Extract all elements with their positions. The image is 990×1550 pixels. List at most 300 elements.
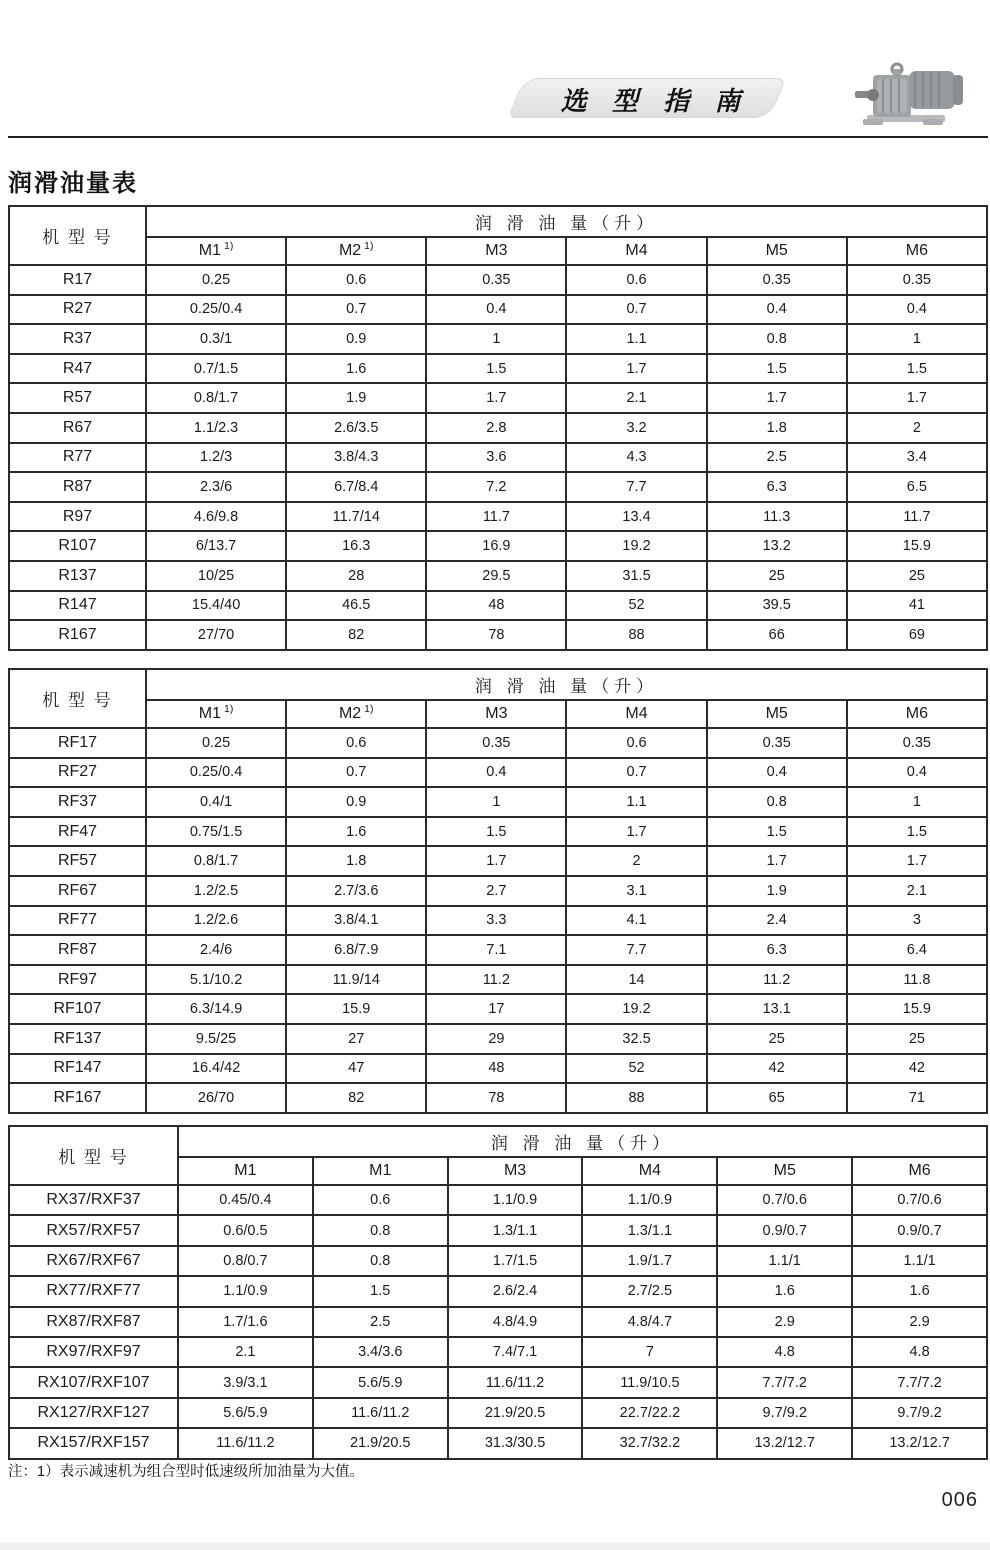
- oil-quantity-cell: 0.6: [566, 728, 706, 758]
- oil-quantity-cell: 4.1: [566, 906, 706, 936]
- oil-quantity-cell: 6.5: [847, 472, 987, 502]
- oil-quantity-cell: 78: [426, 620, 566, 650]
- table-row: [9, 787, 987, 817]
- oil-quantity-cell: 1.3/1.1: [582, 1215, 717, 1245]
- model-cell: R77: [9, 443, 146, 473]
- oil-quantity-cell: 6.3: [707, 935, 847, 965]
- oil-quantity-cell: 0.8: [313, 1246, 448, 1276]
- oil-quantity-cell: 6.7/8.4: [286, 472, 426, 502]
- oil-quantity-span-header: 润 滑 油 量（升）: [146, 206, 987, 237]
- table-row: [9, 383, 987, 413]
- oil-quantity-cell: 11.3: [707, 502, 847, 532]
- oil-quantity-cell: 0.9: [286, 787, 426, 817]
- oil-quantity-cell: 0.8/1.7: [146, 846, 286, 876]
- table-row: [9, 561, 987, 591]
- oil-quantity-cell: 0.8: [707, 324, 847, 354]
- oil-quantity-cell: 1.7: [566, 354, 706, 384]
- oil-quantity-cell: 2.9: [717, 1307, 852, 1337]
- oil-quantity-cell: 0.9: [286, 324, 426, 354]
- oil-quantity-cell: 2.1: [847, 876, 987, 906]
- oil-quantity-cell: 1.7: [847, 846, 987, 876]
- mounting-position-label: M4: [625, 242, 648, 259]
- table-row: [9, 728, 987, 758]
- oil-quantity-cell: 1.5: [426, 354, 566, 384]
- oil-quantity-cell: 1: [426, 787, 566, 817]
- model-cell: RX87/RXF87: [9, 1307, 178, 1337]
- table-row: [9, 1307, 987, 1337]
- oil-quantity-cell: 1.7/1.5: [448, 1246, 583, 1276]
- oil-quantity-cell: 47: [286, 1054, 426, 1084]
- oil-quantity-cell: 0.6: [286, 728, 426, 758]
- table-row: [9, 1024, 987, 1054]
- model-cell: RX127/RXF127: [9, 1398, 178, 1428]
- oil-quantity-cell: 1.1/1: [717, 1246, 852, 1276]
- model-cell: RX157/RXF157: [9, 1428, 178, 1458]
- table-row: [9, 994, 987, 1024]
- oil-quantity-cell: 0.8/0.7: [178, 1246, 313, 1276]
- oil-quantity-cell: 9.7/9.2: [852, 1398, 987, 1428]
- oil-quantity-cell: 7: [582, 1337, 717, 1367]
- oil-quantity-cell: 2: [566, 846, 706, 876]
- oil-quantity-cell: 1.7/1.6: [178, 1307, 313, 1337]
- table-rf-series: [8, 668, 988, 1114]
- model-cell: RF87: [9, 935, 146, 965]
- oil-quantity-cell: 11.7: [426, 502, 566, 532]
- oil-quantity-cell: 42: [847, 1054, 987, 1084]
- oil-quantity-cell: 32.5: [566, 1024, 706, 1054]
- oil-quantity-cell: 16.9: [426, 531, 566, 561]
- oil-quantity-cell: 11.6/11.2: [448, 1367, 583, 1397]
- oil-quantity-cell: 1.1/0.9: [448, 1185, 583, 1215]
- table-row: [9, 502, 987, 532]
- oil-quantity-cell: 0.35: [707, 265, 847, 295]
- oil-quantity-cell: 15.4/40: [146, 591, 286, 621]
- oil-quantity-cell: 3: [847, 906, 987, 936]
- model-column-header: 机 型 号: [9, 1126, 178, 1185]
- oil-quantity-cell: 1: [847, 324, 987, 354]
- oil-quantity-cell: 0.35: [847, 265, 987, 295]
- oil-quantity-cell: 13.4: [566, 502, 706, 532]
- gearmotor-image: [853, 55, 977, 133]
- oil-quantity-cell: 4.3: [566, 443, 706, 473]
- oil-quantity-cell: 13.1: [707, 994, 847, 1024]
- model-cell: RX67/RXF67: [9, 1246, 178, 1276]
- model-cell: RF97: [9, 965, 146, 995]
- oil-quantity-cell: 1.7: [426, 383, 566, 413]
- section-banner-title: 选 型 指 南: [560, 85, 750, 116]
- oil-quantity-span-header: 润 滑 油 量（升）: [178, 1126, 987, 1157]
- oil-quantity-cell: 4.8/4.7: [582, 1307, 717, 1337]
- table-row: [9, 1276, 987, 1306]
- model-cell: R57: [9, 383, 146, 413]
- model-cell: RX107/RXF107: [9, 1367, 178, 1397]
- oil-quantity-cell: 3.6: [426, 443, 566, 473]
- oil-quantity-cell: 0.35: [847, 728, 987, 758]
- table-row: [9, 935, 987, 965]
- oil-quantity-cell: 0.8/1.7: [146, 383, 286, 413]
- oil-quantity-cell: 26/70: [146, 1083, 286, 1113]
- model-cell: RF27: [9, 758, 146, 788]
- oil-quantity-cell: 1.1/0.9: [178, 1276, 313, 1306]
- oil-quantity-cell: 2.4: [707, 906, 847, 936]
- oil-quantity-cell: 2.7/3.6: [286, 876, 426, 906]
- oil-quantity-cell: 1.5: [426, 817, 566, 847]
- mounting-position-header: [146, 700, 286, 728]
- oil-quantity-cell: 14: [566, 965, 706, 995]
- oil-quantity-cell: 1.1: [566, 787, 706, 817]
- oil-quantity-cell: 0.7: [566, 758, 706, 788]
- oil-quantity-cell: 1.7: [847, 383, 987, 413]
- oil-quantity-cell: 1.3/1.1: [448, 1215, 583, 1245]
- model-cell: R27: [9, 295, 146, 325]
- table-row: [9, 1337, 987, 1367]
- mounting-position-header: [426, 700, 566, 728]
- footnote-marker: 1): [364, 239, 374, 252]
- oil-quantity-cell: 1.5: [313, 1276, 448, 1306]
- oil-quantity-cell: 0.8: [707, 787, 847, 817]
- table-row: [9, 1246, 987, 1276]
- oil-quantity-cell: 0.6: [286, 265, 426, 295]
- oil-quantity-cell: 1.5: [707, 354, 847, 384]
- oil-quantity-cell: 31.5: [566, 561, 706, 591]
- oil-quantity-cell: 13.2/12.7: [852, 1428, 987, 1458]
- oil-quantity-cell: 19.2: [566, 994, 706, 1024]
- oil-quantity-cell: 11.9/10.5: [582, 1367, 717, 1397]
- model-cell: RF77: [9, 906, 146, 936]
- oil-quantity-cell: 3.4/3.6: [313, 1337, 448, 1367]
- oil-quantity-cell: 22.7/22.2: [582, 1398, 717, 1428]
- oil-quantity-cell: 2.3/6: [146, 472, 286, 502]
- oil-quantity-cell: 1.6: [852, 1276, 987, 1306]
- oil-quantity-cell: 78: [426, 1083, 566, 1113]
- mounting-position-label: M2: [338, 242, 362, 259]
- model-cell: R167: [9, 620, 146, 650]
- oil-quantity-cell: 4.8/4.9: [448, 1307, 583, 1337]
- oil-quantity-cell: 11.8: [847, 965, 987, 995]
- oil-quantity-cell: 1.7: [566, 817, 706, 847]
- oil-quantity-cell: 15.9: [286, 994, 426, 1024]
- mounting-position-label: M3: [503, 1162, 527, 1179]
- oil-quantity-cell: 5.6/5.9: [313, 1367, 448, 1397]
- mounting-position-header: [852, 1157, 987, 1185]
- oil-quantity-cell: 1.2/2.6: [146, 906, 286, 936]
- oil-quantity-cell: 6.8/7.9: [286, 935, 426, 965]
- model-cell: R87: [9, 472, 146, 502]
- mounting-position-label: M1: [369, 1162, 392, 1179]
- mounting-position-label: M1: [198, 242, 222, 259]
- oil-quantity-cell: 0.7: [286, 758, 426, 788]
- table-row: [9, 1185, 987, 1215]
- model-cell: R137: [9, 561, 146, 591]
- oil-quantity-cell: 6/13.7: [146, 531, 286, 561]
- oil-quantity-cell: 0.7/1.5: [146, 354, 286, 384]
- oil-quantity-cell: 2: [847, 413, 987, 443]
- oil-quantity-cell: 2.5: [313, 1307, 448, 1337]
- oil-quantity-cell: 0.9/0.7: [852, 1215, 987, 1245]
- oil-quantity-cell: 0.4/1: [146, 787, 286, 817]
- oil-quantity-cell: 2.6/3.5: [286, 413, 426, 443]
- table-row: [9, 846, 987, 876]
- mounting-position-label: M6: [905, 242, 928, 259]
- oil-quantity-cell: 66: [707, 620, 847, 650]
- oil-quantity-cell: 0.4: [426, 295, 566, 325]
- mounting-position-label: M2: [338, 705, 362, 722]
- oil-quantity-cell: 1.9/1.7: [582, 1246, 717, 1276]
- table-row: [9, 1054, 987, 1084]
- footnote: 注：1）表示减速机为组合型时低速级所加油量为大值。: [8, 1464, 365, 1480]
- oil-quantity-cell: 16.3: [286, 531, 426, 561]
- oil-quantity-cell: 4.8: [852, 1337, 987, 1367]
- oil-quantity-cell: 10/25: [146, 561, 286, 591]
- oil-quantity-cell: 71: [847, 1083, 987, 1113]
- oil-quantity-cell: 1: [426, 324, 566, 354]
- oil-quantity-span-header: 润 滑 油 量（升）: [146, 669, 987, 700]
- footnote-marker: 1): [364, 702, 374, 715]
- oil-quantity-cell: 0.35: [707, 728, 847, 758]
- oil-quantity-cell: 41: [847, 591, 987, 621]
- oil-quantity-cell: 3.8/4.1: [286, 906, 426, 936]
- model-cell: R37: [9, 324, 146, 354]
- table-row: [9, 1215, 987, 1245]
- oil-quantity-cell: 0.4: [707, 758, 847, 788]
- table-row: [9, 817, 987, 847]
- oil-quantity-table: [8, 668, 988, 1114]
- oil-quantity-cell: 1.7: [707, 383, 847, 413]
- model-cell: RX77/RXF77: [9, 1276, 178, 1306]
- mounting-position-label: M3: [485, 705, 508, 722]
- oil-quantity-cell: 42: [707, 1054, 847, 1084]
- oil-quantity-cell: 7.7: [566, 472, 706, 502]
- oil-quantity-cell: 7.7: [566, 935, 706, 965]
- mounting-position-label: M6: [908, 1162, 931, 1179]
- table-row: [9, 620, 987, 650]
- oil-quantity-cell: 2.4/6: [146, 935, 286, 965]
- oil-quantity-cell: 25: [847, 1024, 987, 1054]
- oil-quantity-cell: 25: [707, 1024, 847, 1054]
- oil-quantity-cell: 0.7: [286, 295, 426, 325]
- mounting-position-header: [286, 700, 426, 728]
- oil-quantity-cell: 1.2/2.5: [146, 876, 286, 906]
- model-cell: RF67: [9, 876, 146, 906]
- oil-quantity-cell: 19.2: [566, 531, 706, 561]
- oil-quantity-cell: 46.5: [286, 591, 426, 621]
- mounting-position-header: [448, 1157, 583, 1185]
- mounting-position-header: [847, 237, 987, 265]
- oil-quantity-cell: 1.1/1: [852, 1246, 987, 1276]
- mounting-position-label: M1: [198, 705, 222, 722]
- oil-quantity-cell: 1.2/3: [146, 443, 286, 473]
- model-cell: RF57: [9, 846, 146, 876]
- oil-quantity-cell: 1.5: [847, 817, 987, 847]
- oil-quantity-cell: 1.1: [566, 324, 706, 354]
- oil-quantity-cell: 4.8: [717, 1337, 852, 1367]
- oil-quantity-cell: 1.7: [426, 846, 566, 876]
- oil-quantity-cell: 3.1: [566, 876, 706, 906]
- oil-quantity-cell: 27/70: [146, 620, 286, 650]
- oil-quantity-cell: 3.4: [847, 443, 987, 473]
- mounting-position-label: M5: [765, 242, 788, 259]
- table-row: [9, 443, 987, 473]
- mounting-position-label: M4: [638, 1162, 662, 1179]
- oil-quantity-cell: 6.4: [847, 935, 987, 965]
- oil-quantity-cell: 13.2: [707, 531, 847, 561]
- oil-quantity-cell: 0.4: [847, 295, 987, 325]
- mounting-position-header: [178, 1157, 313, 1185]
- oil-quantity-cell: 32.7/32.2: [582, 1428, 717, 1458]
- mounting-position-header: [313, 1157, 448, 1185]
- oil-quantity-cell: 0.7/0.6: [717, 1185, 852, 1215]
- oil-quantity-cell: 1.9: [707, 876, 847, 906]
- oil-quantity-cell: 39.5: [707, 591, 847, 621]
- oil-quantity-cell: 0.25: [146, 728, 286, 758]
- table-row: [9, 906, 987, 936]
- mounting-position-header: [582, 1157, 717, 1185]
- oil-quantity-cell: 7.2: [426, 472, 566, 502]
- oil-quantity-cell: 31.3/30.5: [448, 1428, 583, 1458]
- oil-quantity-cell: 27: [286, 1024, 426, 1054]
- oil-quantity-cell: 11.2: [707, 965, 847, 995]
- oil-quantity-cell: 0.25/0.4: [146, 295, 286, 325]
- model-cell: RF17: [9, 728, 146, 758]
- oil-quantity-cell: 2.1: [178, 1337, 313, 1367]
- table-row: [9, 876, 987, 906]
- oil-quantity-cell: 9.7/9.2: [717, 1398, 852, 1428]
- oil-quantity-cell: 0.75/1.5: [146, 817, 286, 847]
- page-title: 润滑油量表: [8, 170, 138, 197]
- oil-quantity-cell: 15.9: [847, 531, 987, 561]
- mounting-position-header: [717, 1157, 852, 1185]
- oil-quantity-cell: 0.25/0.4: [146, 758, 286, 788]
- model-cell: RF107: [9, 994, 146, 1024]
- oil-quantity-cell: 1.5: [707, 817, 847, 847]
- table-row: [9, 1428, 987, 1458]
- oil-quantity-cell: 1.6: [286, 817, 426, 847]
- oil-quantity-cell: 7.4/7.1: [448, 1337, 583, 1367]
- oil-quantity-cell: 65: [707, 1083, 847, 1113]
- oil-quantity-cell: 9.5/25: [146, 1024, 286, 1054]
- oil-quantity-cell: 0.6: [566, 265, 706, 295]
- oil-quantity-cell: 0.45/0.4: [178, 1185, 313, 1215]
- oil-quantity-cell: 82: [286, 620, 426, 650]
- oil-quantity-cell: 0.8: [313, 1215, 448, 1245]
- oil-quantity-cell: 5.1/10.2: [146, 965, 286, 995]
- oil-quantity-cell: 0.6/0.5: [178, 1215, 313, 1245]
- oil-quantity-cell: 7.1: [426, 935, 566, 965]
- model-cell: RF37: [9, 787, 146, 817]
- bottom-edge: [0, 1542, 990, 1550]
- table-row: [9, 472, 987, 502]
- oil-quantity-cell: 11.7: [847, 502, 987, 532]
- oil-quantity-cell: 0.3/1: [146, 324, 286, 354]
- oil-quantity-cell: 28: [286, 561, 426, 591]
- footnote-marker: 1): [224, 702, 234, 715]
- mounting-position-label: M5: [773, 1162, 796, 1179]
- oil-quantity-cell: 17: [426, 994, 566, 1024]
- mounting-position-header: [146, 237, 286, 265]
- oil-quantity-cell: 0.4: [707, 295, 847, 325]
- oil-quantity-cell: 1.5: [847, 354, 987, 384]
- oil-quantity-cell: 11.2: [426, 965, 566, 995]
- mounting-position-header: [566, 237, 706, 265]
- oil-quantity-cell: 11.6/11.2: [313, 1398, 448, 1428]
- oil-quantity-cell: 0.35: [426, 728, 566, 758]
- oil-quantity-cell: 0.7: [566, 295, 706, 325]
- oil-quantity-cell: 88: [566, 1083, 706, 1113]
- table-r-series: [8, 205, 988, 651]
- oil-quantity-cell: 1.9: [286, 383, 426, 413]
- oil-quantity-cell: 52: [566, 591, 706, 621]
- model-cell: RF137: [9, 1024, 146, 1054]
- oil-quantity-cell: 88: [566, 620, 706, 650]
- table-row: [9, 324, 987, 354]
- oil-quantity-cell: 25: [707, 561, 847, 591]
- model-column-header: 机 型 号: [9, 206, 146, 265]
- oil-quantity-table: [8, 1125, 988, 1460]
- oil-quantity-cell: 13.2/12.7: [717, 1428, 852, 1458]
- oil-quantity-cell: 7.7/7.2: [717, 1367, 852, 1397]
- oil-quantity-cell: 2.9: [852, 1307, 987, 1337]
- oil-quantity-cell: 7.7/7.2: [852, 1367, 987, 1397]
- table-rx-series: [8, 1125, 988, 1460]
- oil-quantity-cell: 29: [426, 1024, 566, 1054]
- oil-quantity-table: [8, 205, 988, 651]
- table-row: [9, 531, 987, 561]
- model-cell: RX97/RXF97: [9, 1337, 178, 1367]
- model-cell: RX37/RXF37: [9, 1185, 178, 1215]
- model-cell: R17: [9, 265, 146, 295]
- oil-quantity-cell: 0.35: [426, 265, 566, 295]
- model-cell: R147: [9, 591, 146, 621]
- header-divider: [8, 136, 988, 138]
- page-number: 006: [941, 1489, 978, 1511]
- mounting-position-header: [847, 700, 987, 728]
- oil-quantity-cell: 0.4: [426, 758, 566, 788]
- oil-quantity-cell: 82: [286, 1083, 426, 1113]
- mounting-position-header: [707, 700, 847, 728]
- table-row: [9, 295, 987, 325]
- mounting-position-label: M5: [765, 705, 788, 722]
- oil-quantity-cell: 0.9/0.7: [717, 1215, 852, 1245]
- model-cell: RX57/RXF57: [9, 1215, 178, 1245]
- table-row: [9, 591, 987, 621]
- mounting-position-label: M3: [485, 242, 508, 259]
- oil-quantity-cell: 1.8: [286, 846, 426, 876]
- oil-quantity-cell: 21.9/20.5: [313, 1428, 448, 1458]
- oil-quantity-cell: 4.6/9.8: [146, 502, 286, 532]
- model-cell: RF167: [9, 1083, 146, 1113]
- oil-quantity-cell: 69: [847, 620, 987, 650]
- oil-quantity-cell: 1.1/2.3: [146, 413, 286, 443]
- model-cell: R97: [9, 502, 146, 532]
- model-column-header: 机 型 号: [9, 669, 146, 728]
- oil-quantity-cell: 6.3/14.9: [146, 994, 286, 1024]
- oil-quantity-cell: 1: [847, 787, 987, 817]
- model-cell: R67: [9, 413, 146, 443]
- oil-quantity-cell: 0.6: [313, 1185, 448, 1215]
- table-row: [9, 1367, 987, 1397]
- table-row: [9, 265, 987, 295]
- oil-quantity-cell: 2.5: [707, 443, 847, 473]
- mounting-position-header: [286, 237, 426, 265]
- mounting-position-header: [426, 237, 566, 265]
- oil-quantity-cell: 2.6/2.4: [448, 1276, 583, 1306]
- table-row: [9, 965, 987, 995]
- oil-quantity-cell: 3.2: [566, 413, 706, 443]
- oil-quantity-cell: 11.9/14: [286, 965, 426, 995]
- oil-quantity-cell: 2.8: [426, 413, 566, 443]
- mounting-position-label: M1: [234, 1162, 257, 1179]
- table-row: [9, 758, 987, 788]
